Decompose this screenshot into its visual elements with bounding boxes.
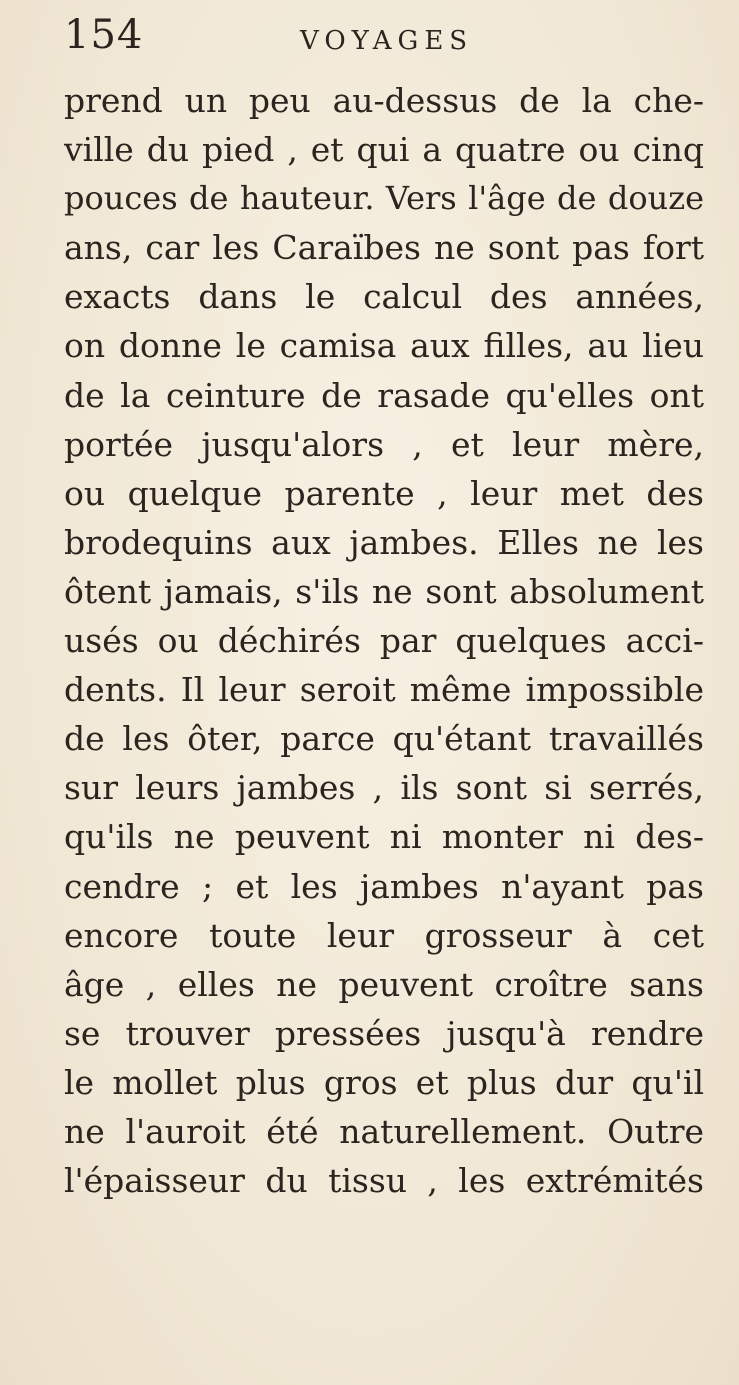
text-line: âge , elles ne peuvent croître sans (64, 964, 704, 1004)
text-line: prend un peu au-dessus de la che- (64, 81, 704, 120)
text-line: on donne le camisa aux filles, au lieu (64, 326, 704, 366)
page-header (64, 12, 704, 72)
text-line: cendre ; et les jambes n'ayant pas (64, 866, 704, 906)
page-number: 154 (64, 12, 144, 58)
text-line: l'épaisseur du tissu , les extrémités (64, 1161, 704, 1201)
text-line: ans, car les Caraïbes ne sont pas fort (64, 228, 704, 268)
text-line: ôtent jamais, s'ils ne sont absolument (64, 571, 704, 611)
body-text (64, 76, 704, 1205)
running-head: VOYAGES (300, 26, 474, 56)
text-line: dents. Il leur seroit même impossible (64, 670, 704, 710)
text-line: sur leurs jambes , ils sont si serrés, (64, 768, 704, 808)
text-line: ville du pied , et qui a quatre ou cinq (64, 130, 704, 170)
text-line: le mollet plus gros et plus dur qu'il (64, 1062, 704, 1102)
text-line: de la ceinture de rasade qu'elles ont (64, 375, 704, 415)
text-line: pouces de hauteur. Vers l'âge de douze (64, 179, 704, 218)
text-line: brodequins aux jambes. Elles ne les (64, 522, 704, 562)
text-line: portée jusqu'alors , et leur mère, (64, 424, 704, 464)
text-line: ou quelque parente , leur met des (64, 473, 704, 513)
text-line: qu'ils ne peuvent ni monter ni des- (64, 817, 704, 857)
text-line: ne l'auroit été naturellement. Outre (64, 1111, 704, 1151)
text-line: de les ôter, parce qu'étant travaillés (64, 719, 704, 759)
text-line: exacts dans le calcul des années, (64, 277, 704, 317)
text-line: encore toute leur grosseur à cet (64, 915, 704, 955)
text-line: se trouver pressées jusqu'à rendre (64, 1013, 704, 1053)
text-line: usés ou déchirés par quelques acci- (64, 621, 704, 661)
